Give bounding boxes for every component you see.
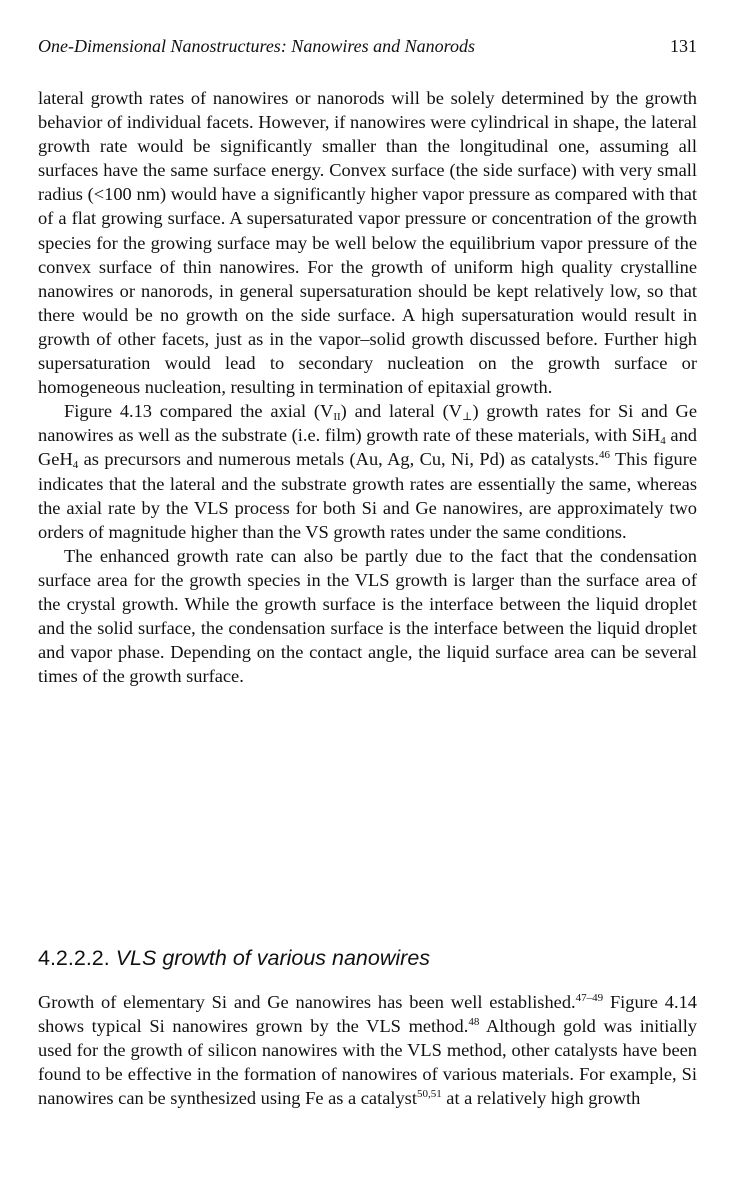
paragraph-text: Growth of elementary Si and Ge nanowires has been well established. (38, 992, 576, 1012)
paragraph-text: lateral growth rates of nanowires or nanorods will be solely determined by the growth behavior of individual facets. However, if nanowires were cylindrical in shape, the lateral growth rate would be significantly smaller than the longitudinal one, assuming all surfaces have the same surface energy. Convex surface (the side surface) with very small radius (<100 nm) would have a significantly higher vapor pressure as compared with that of a flat growing surface. A supersaturated vapor pressure or concentration of the growth species for the growing surface may be well below the equilibrium vapor pressure of the convex surface of thin nanowires. For the growth of uniform high quality crystalline nanowires or nanorods, in general supersaturation should be kept relatively low, so that there would be no growth on the side surface. A high supersaturation would result in growth of other facets, just as in the vapor–solid growth discussed before. Further high supersaturation would lead to secondary nucleation on the growth surface or homogeneous nucleation, resulting in termination of epitaxial growth. (38, 88, 697, 398)
paragraph-text: as precursors and numerous metals (Au, Ag, Cu, Ni, Pd) as catalysts. (78, 449, 599, 470)
paragraph-text: This figure indicates that the lateral and the substrate growth rates are essentially the same, whereas the axial rate by the VLS process for both Si and Ge nanowires, are approximately two orders of magnitude higher than the VS growth rates under the same conditions. (38, 449, 697, 542)
paragraph-text: Figure 4.14 shows typical Si nanowires grown by the VLS method. (38, 992, 697, 1037)
paragraph-text: ) and lateral (V (340, 401, 463, 422)
paragraph-text: and GeH (38, 425, 697, 470)
section-heading (38, 944, 697, 972)
paragraph-surface-growth (38, 86, 697, 399)
subscript: 4 (72, 459, 79, 472)
paragraph-text: ) growth rates for Si and Ge nanowires as well as the substrate (i.e. film) growth rate of these materials, with SiH (38, 401, 697, 446)
paragraph-condensation-surface (38, 544, 697, 689)
paragraph-text: at a relatively high growth (441, 1088, 641, 1109)
citation-superscript: 47–49 (575, 991, 604, 1004)
paragraph-vls-nanowires (38, 990, 697, 1110)
body-text (38, 86, 697, 688)
page-number: 131 (670, 36, 697, 56)
running-header (38, 36, 697, 60)
paragraph-growth-rates (38, 399, 697, 544)
section-body (38, 990, 697, 1110)
paragraph-text: Figure 4.13 compared the axial (V (64, 401, 334, 422)
subscript: 4 (660, 435, 666, 448)
paragraph-text: Although gold was initially used for the growth of silicon nanowires with the VLS method, other catalysts have been found to be effective in the formation of nanowires of various materials. For example, Si nanowires can be synthesized using Fe as a catalyst (38, 1016, 697, 1109)
running-title: One-Dimensional Nanostructures: Nanowires and Nanorods (38, 36, 476, 56)
citation-superscript: 50,51 (416, 1088, 442, 1101)
citation-superscript: 46 (598, 449, 610, 462)
subscript: II (333, 410, 341, 423)
citation-superscript: 48 (468, 1015, 480, 1028)
section-title: VLS growth of various nanowires (115, 946, 431, 970)
subscript: ⊥ (462, 410, 473, 423)
paragraph-text: The enhanced growth rate can also be partly due to the fact that the condensation surface area for the growth species in the VLS growth is larger than the surface area of the crystal growth. While the growth surface is the interface between the liquid droplet and the solid surface, the condensation surface is the interface between the liquid droplet and vapor phase. Depending on the contact angle, the liquid surface area can be several times of the growth surface. (38, 545, 697, 687)
section-number: 4.2.2.2. (38, 946, 110, 970)
